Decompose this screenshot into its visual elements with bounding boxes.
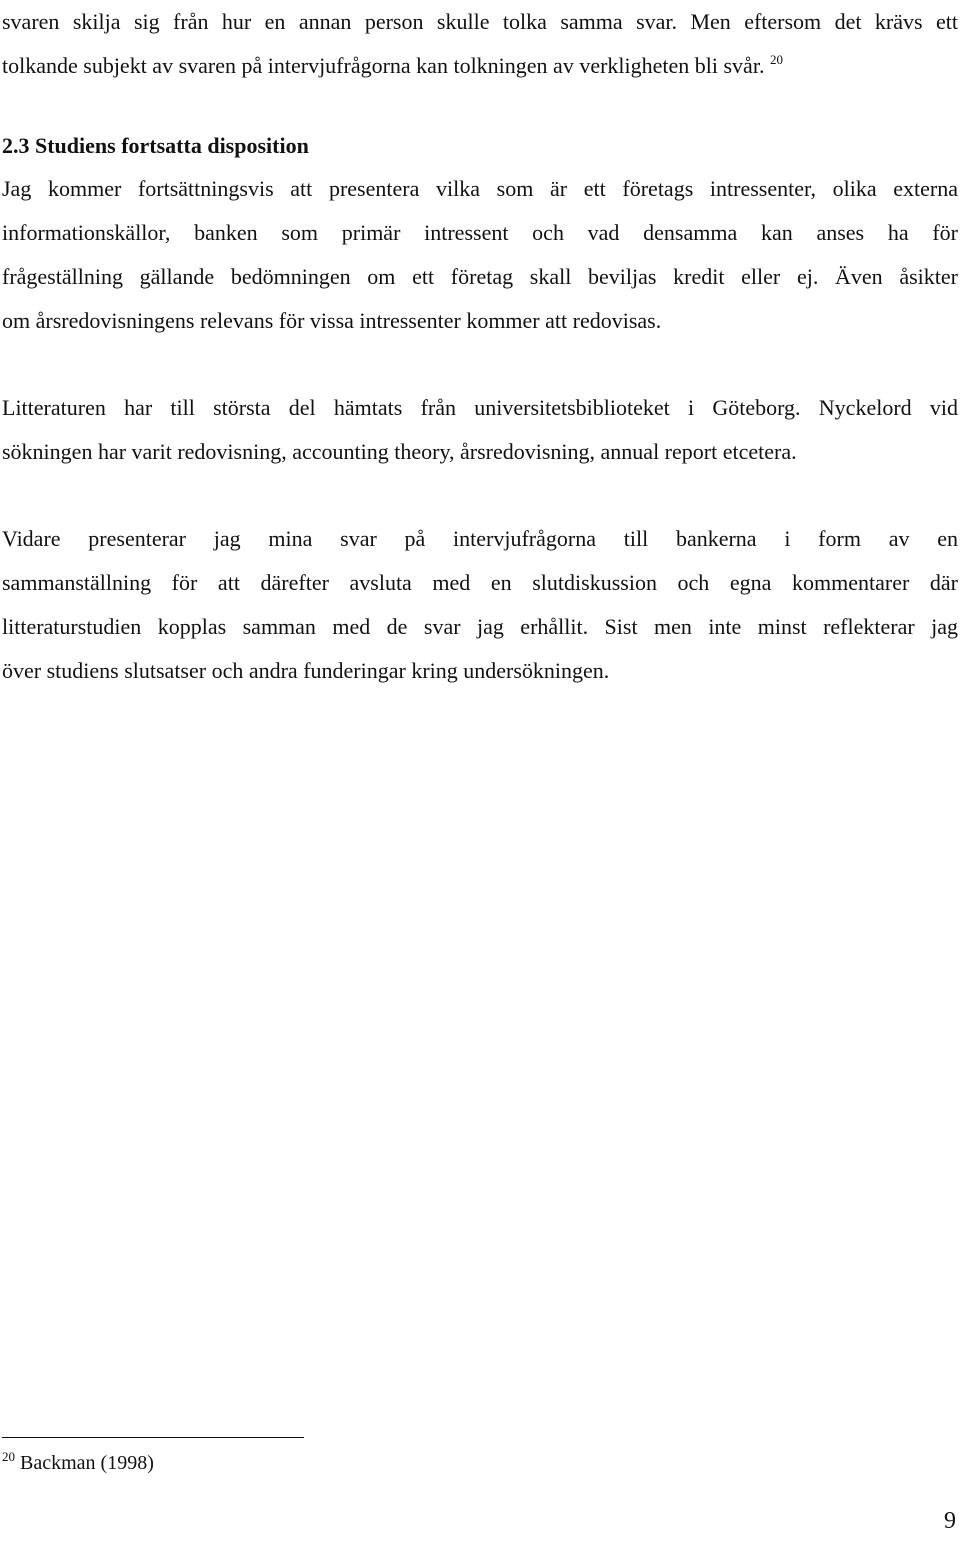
paragraph3-line-1: Vidare presenterar jag mina svar på intervjufrågorna till bankerna i form av en [2, 526, 958, 551]
footnote-reference[interactable]: 20 [769, 52, 783, 67]
paragraph1-line-2: informationskällor, banken som primär intressent och vad densamma kan anses ha för [2, 220, 958, 245]
paragraph1-line-4: om årsredovisningens relevans för vissa intressenter kommer att redovisas. [2, 308, 662, 333]
paragraph2-line-2: sökningen har varit redovisning, accounting theory, årsredovisning, annual report etcetera. [2, 439, 797, 464]
footnote-number: 20 [2, 1449, 15, 1464]
paragraph3-line-3: litteraturstudien kopplas samman med de svar jag erhållit. Sist men inte minst reflekterar jag [2, 614, 958, 639]
paragraph1-line-3: frågeställning gällande bedömningen om ett företag skall beviljas kredit eller ej. Även åsikter [2, 264, 958, 289]
footnote [2, 1448, 154, 1478]
paragraph3-line-2: sammanställning för att därefter avsluta med en slutdiskussion och egna kommentarer där [2, 570, 958, 595]
paragraph1-line-1: Jag kommer fortsättningsvis att presentera vilka som är ett företags intressenter, olika externa [2, 176, 958, 201]
paragraph-literature [2, 386, 958, 474]
intro-paragraph [2, 0, 958, 88]
page-number: 9 [944, 1508, 956, 1534]
footnote-separator [2, 1437, 304, 1438]
paragraph-disposition [2, 167, 958, 343]
footnote-text: Backman (1998) [20, 1452, 154, 1474]
intro-line-1: svaren skilja sig från hur en annan person skulle tolka samma svar. Men eftersom det krävs ett [2, 9, 958, 34]
intro-line-2-text: tolkande subjekt av svaren på intervjufrågorna kan tolkningen av verkligheten bli svår. [2, 53, 765, 78]
intro-line-2 [2, 44, 958, 88]
paragraph3-line-4: över studiens slutsatser och andra funderingar kring undersökningen. [2, 658, 610, 683]
section-heading: 2.3 Studiens fortsatta disposition [2, 133, 309, 158]
paragraph2-line-1: Litteraturen har till största del hämtats från universitetsbiblioteket i Göteborg. Nyckelord vid [2, 395, 958, 420]
paragraph-presentation [2, 517, 958, 693]
